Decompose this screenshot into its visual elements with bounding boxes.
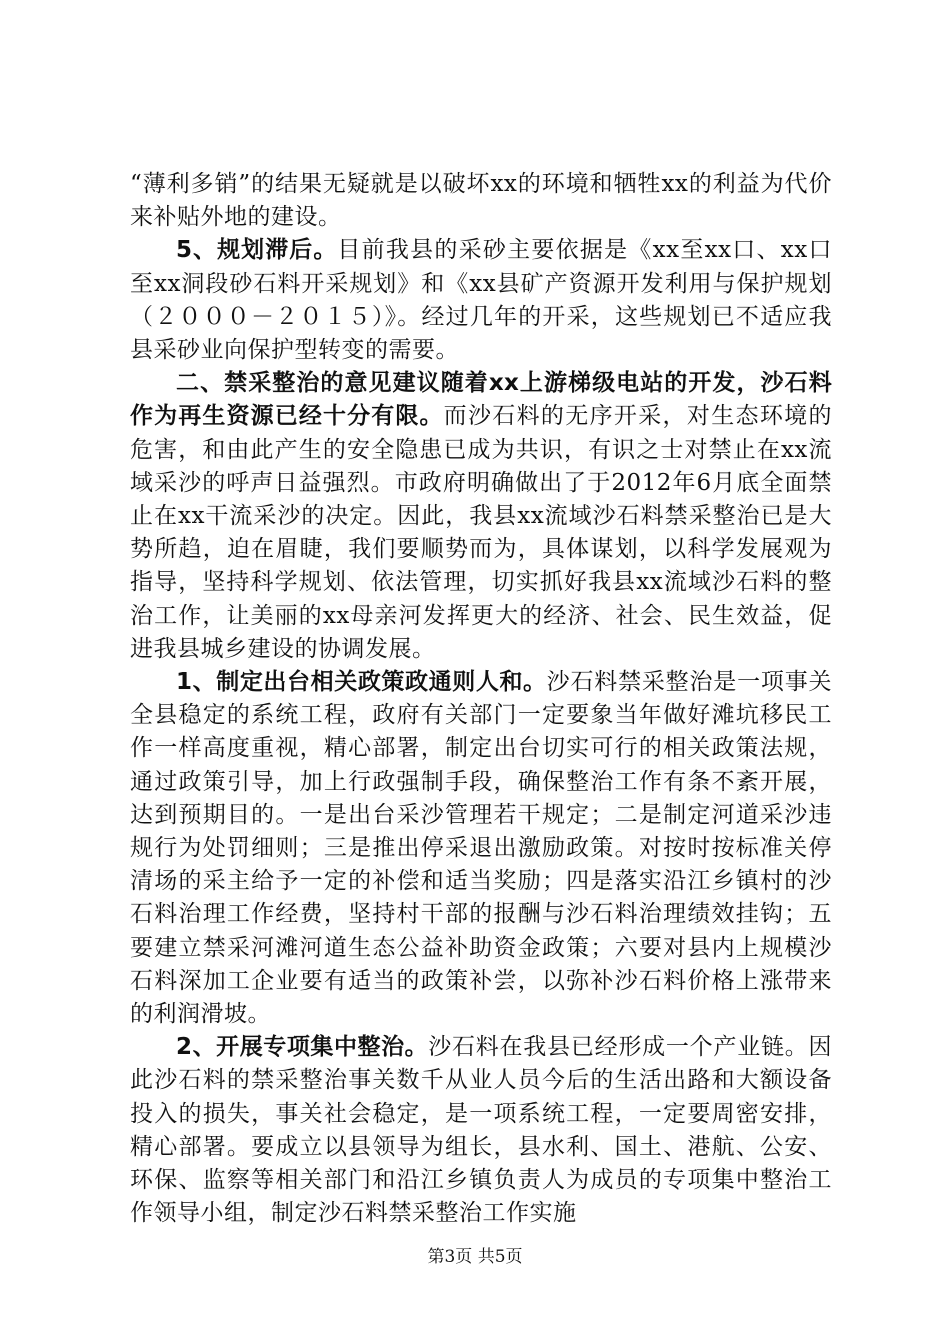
paragraph-policy [130,666,832,1031]
paragraph-planning-lag [130,234,832,367]
paragraph-text: 而沙石料的无序开采，对生态环境的危害，和由此产生的安全隐患已成为共识，有识之士对禁止在xx流域采沙的呼声日益强烈。市政府明确做出了于2012年6月底全面禁止在xx干流采沙的决定。因此，我县xx流域沙石料禁采整治已是大势所趋，迫在眉睫，我们要顺势而为，具体谋划，以科学发展观为指导，坚持科学规划、依法管理，切实抓好我县xx流域沙石料的整治工作，让美丽的xx母亲河发挥更大的经济、社会、民生效益，促进我县城乡建设的协调发展。 [130,403,832,662]
paragraph-special-rectification [130,1031,832,1230]
paragraph-text: 沙石料禁采整治是一项事关全县稳定的系统工程，政府有关部门一定要象当年做好滩坑移民工作一样高度重视，精心部署，制定出台切实可行的相关政策法规，通过政策引导，加上行政强制手段，确保整治工作有条不紊开展，达到预期目的。一是出台采沙管理若干规定；二是制定河道采沙违规行为处罚细则；三是推出停采退出激励政策。对按时按标准关停清场的采主给予一定的补偿和适当奖励；四是落实沿江乡镇村的沙石料治理工作经费，坚持村干部的报酬与沙石料治理绩效挂钩；五要建立禁采河滩河道生态公益补助资金政策；六要对县内上规模沙石料深加工企业要有适当的政策补尝，以弥补沙石料价格上涨带来的利润滑坡。 [130,669,832,1028]
paragraph-section-two [130,367,832,666]
paragraph-text: 沙石料在我县已经形成一个产业链。因此沙石料的禁采整治事关数千从业人员今后的生活出路和大额设备投入的损失，事关社会稳定，是一项系统工程，一定要周密安排，精心部署。要成立以县领导为组长，县水利、国土、港航、公安、环保、监察等相关部门和沿江乡镇负责人为成员的专项集中整治工作领导小组，制定沙石料禁采整治工作实施 [130,1034,832,1227]
page-number-footer: 第3页 共5页 [427,1247,523,1267]
paragraph-heading: 2、开展专项集中整治。 [176,1034,429,1061]
paragraph-continuation [130,168,832,234]
paragraph-heading: 1、制定出台相关政策政通则人和。 [176,669,547,696]
paragraph-text: “薄利多销”的结果无疑就是以破坏xx的环境和牺牲xx的利益为代价来补贴外地的建设。 [130,171,832,231]
section-heading: 二、禁采整治的意见建议随着xx上游梯级电站的开发，沙石料作为再生资源已经十分有限。 [130,370,832,430]
paragraph-text: 目前我县的采砂主要依据是《xx至xx口、xx口至xx洞段砂石料开采规划》和《xx县矿产资源开发利用与保护规划（２０００－２０１５）》。经过几年的开采，这些规划已不适应我县采砂业向保护型转变的需要。 [130,237,832,364]
paragraph-heading: 5、规划滞后。 [176,237,338,264]
document-body [130,168,832,1231]
